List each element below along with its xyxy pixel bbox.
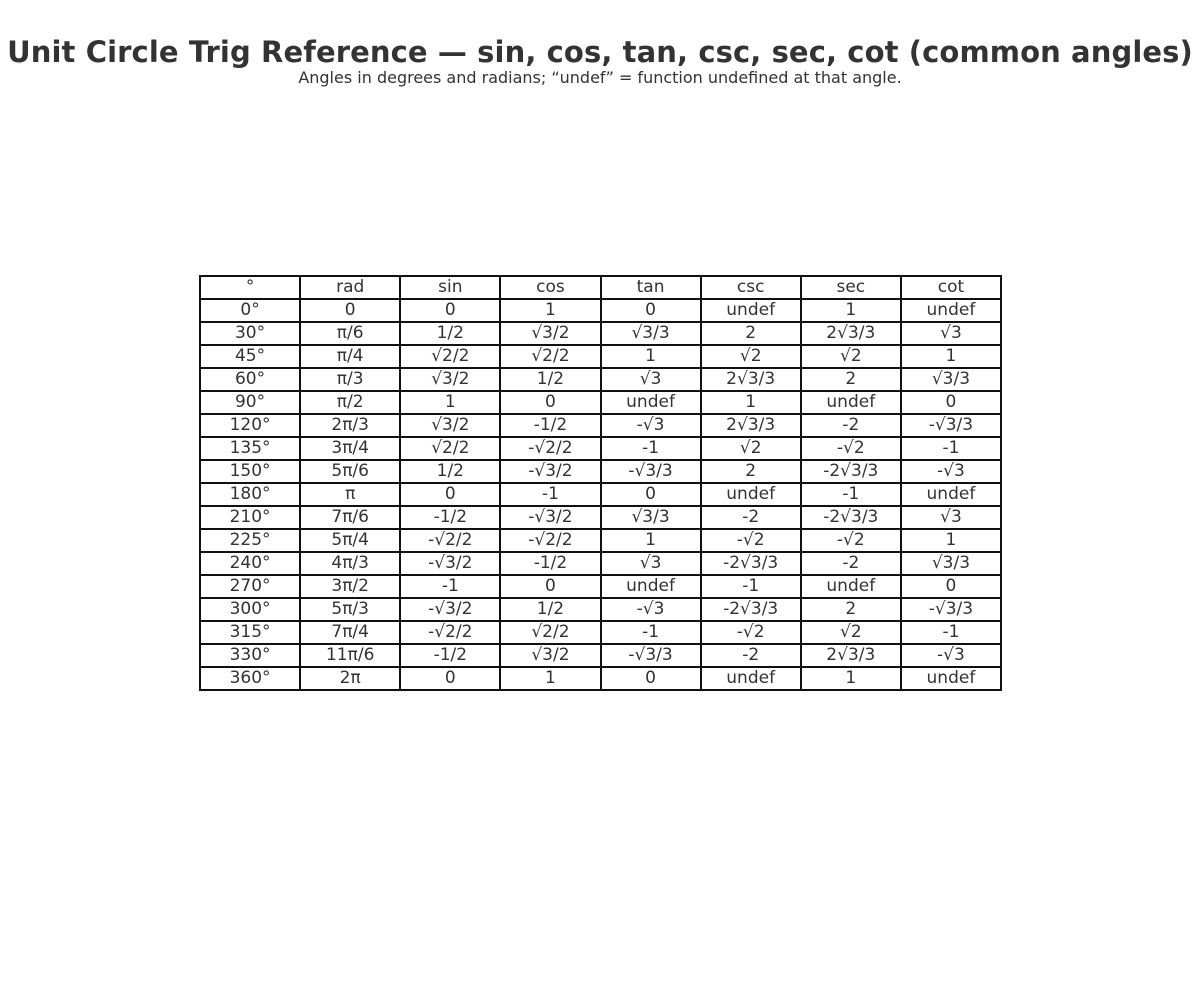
table-cell: 0	[601, 299, 701, 322]
table-cell: 2π/3	[300, 414, 400, 437]
table-cell: -1	[601, 621, 701, 644]
column-header: cos	[500, 276, 600, 299]
table-cell: √2	[801, 345, 901, 368]
column-header: rad	[300, 276, 400, 299]
table-row	[200, 529, 1001, 552]
table-cell: -1	[500, 483, 600, 506]
table-cell: 270°	[200, 575, 300, 598]
table-cell: √3/3	[601, 506, 701, 529]
table-cell: undef	[701, 667, 801, 690]
table-cell: 5π/3	[300, 598, 400, 621]
table-row	[200, 483, 1001, 506]
table-cell: 11π/6	[300, 644, 400, 667]
table-row	[200, 322, 1001, 345]
table-cell: 5π/4	[300, 529, 400, 552]
table-cell: 1	[901, 345, 1001, 368]
table-cell: 135°	[200, 437, 300, 460]
table-cell: -√3/2	[400, 598, 500, 621]
table-cell: -1	[701, 575, 801, 598]
table-cell: -√3/2	[400, 552, 500, 575]
table-cell: 0	[500, 575, 600, 598]
table-row	[200, 621, 1001, 644]
column-header: cot	[901, 276, 1001, 299]
table-cell: -1	[901, 437, 1001, 460]
table-cell: 2	[701, 322, 801, 345]
table-cell: undef	[601, 391, 701, 414]
table-cell: √2	[701, 345, 801, 368]
table-header-row	[200, 276, 1001, 299]
table-row	[200, 437, 1001, 460]
table-cell: -2√3/3	[701, 598, 801, 621]
table-cell: √3	[901, 506, 1001, 529]
table-cell: -1/2	[500, 414, 600, 437]
table-cell: -√2	[701, 621, 801, 644]
column-header: sec	[801, 276, 901, 299]
table-row	[200, 299, 1001, 322]
table-cell: √3/3	[901, 368, 1001, 391]
table-cell: -√3	[601, 414, 701, 437]
table-cell: 2π	[300, 667, 400, 690]
table-cell: 90°	[200, 391, 300, 414]
table-cell: √3	[601, 368, 701, 391]
table-cell: 0	[601, 483, 701, 506]
table-cell: -√2/2	[400, 621, 500, 644]
table-cell: √3/3	[901, 552, 1001, 575]
table-cell: 3π/2	[300, 575, 400, 598]
table-cell: -√3/3	[601, 644, 701, 667]
table-cell: 3π/4	[300, 437, 400, 460]
table-cell: π/6	[300, 322, 400, 345]
table-cell: 330°	[200, 644, 300, 667]
table-cell: 225°	[200, 529, 300, 552]
table-row	[200, 575, 1001, 598]
table-cell: 1/2	[400, 322, 500, 345]
table-cell: -1/2	[500, 552, 600, 575]
table-cell: -1/2	[400, 506, 500, 529]
table-cell: √3/3	[601, 322, 701, 345]
table-cell: π	[300, 483, 400, 506]
table-cell: 1	[801, 667, 901, 690]
trig-table-container	[199, 275, 1002, 691]
column-header: tan	[601, 276, 701, 299]
table-cell: -2	[701, 506, 801, 529]
table-row	[200, 644, 1001, 667]
table-cell: 60°	[200, 368, 300, 391]
table-cell: -2√3/3	[801, 506, 901, 529]
table-cell: 2√3/3	[801, 644, 901, 667]
table-cell: -√2	[801, 529, 901, 552]
table-cell: -√3/2	[500, 506, 600, 529]
table-cell: 1	[601, 529, 701, 552]
table-cell: 1	[901, 529, 1001, 552]
table-cell: -√2/2	[500, 529, 600, 552]
table-cell: -√3/3	[901, 598, 1001, 621]
table-cell: undef	[701, 299, 801, 322]
table-row	[200, 391, 1001, 414]
table-cell: -√2	[801, 437, 901, 460]
table-row	[200, 552, 1001, 575]
table-cell: undef	[701, 483, 801, 506]
table-cell: √3	[901, 322, 1001, 345]
table-cell: -2	[701, 644, 801, 667]
table-cell: undef	[801, 391, 901, 414]
table-cell: 1/2	[400, 460, 500, 483]
table-cell: -√2/2	[500, 437, 600, 460]
table-cell: 1	[500, 667, 600, 690]
table-cell: -1	[400, 575, 500, 598]
table-cell: 120°	[200, 414, 300, 437]
table-cell: 315°	[200, 621, 300, 644]
table-cell: √3/2	[500, 644, 600, 667]
table-cell: √3/2	[400, 414, 500, 437]
table-cell: √2	[701, 437, 801, 460]
table-cell: -1	[801, 483, 901, 506]
table-cell: -√3/2	[500, 460, 600, 483]
column-header: csc	[701, 276, 801, 299]
table-cell: 2√3/3	[701, 414, 801, 437]
table-row	[200, 598, 1001, 621]
table-cell: 7π/6	[300, 506, 400, 529]
table-cell: 1	[701, 391, 801, 414]
table-cell: -1/2	[400, 644, 500, 667]
table-cell: -√2	[701, 529, 801, 552]
table-cell: undef	[901, 667, 1001, 690]
table-cell: 1/2	[500, 598, 600, 621]
table-cell: 1	[601, 345, 701, 368]
table-row	[200, 460, 1001, 483]
table-cell: 2	[701, 460, 801, 483]
table-cell: 0	[400, 299, 500, 322]
table-cell: undef	[801, 575, 901, 598]
column-header: °	[200, 276, 300, 299]
table-row	[200, 368, 1001, 391]
table-cell: 0	[300, 299, 400, 322]
table-cell: 2	[801, 598, 901, 621]
table-cell: undef	[901, 483, 1001, 506]
table-cell: π/4	[300, 345, 400, 368]
table-cell: -2√3/3	[801, 460, 901, 483]
table-cell: √2/2	[400, 345, 500, 368]
table-cell: undef	[901, 299, 1001, 322]
table-row	[200, 667, 1001, 690]
table-cell: 2	[801, 368, 901, 391]
table-cell: 210°	[200, 506, 300, 529]
table-cell: 0	[400, 667, 500, 690]
table-cell: π/2	[300, 391, 400, 414]
table-cell: √3/2	[500, 322, 600, 345]
table-cell: -2	[801, 552, 901, 575]
table-cell: √2/2	[500, 345, 600, 368]
table-cell: -√3	[901, 644, 1001, 667]
table-row	[200, 345, 1001, 368]
table-cell: -√3	[601, 598, 701, 621]
table-cell: 5π/6	[300, 460, 400, 483]
table-cell: 180°	[200, 483, 300, 506]
table-cell: 240°	[200, 552, 300, 575]
table-cell: 0	[901, 391, 1001, 414]
table-cell: -√3	[901, 460, 1001, 483]
table-cell: -2√3/3	[701, 552, 801, 575]
chart-title: Unit Circle Trig Reference — sin, cos, tan, csc, sec, cot (common angles)	[7, 35, 1193, 69]
column-header: sin	[400, 276, 500, 299]
table-cell: √2	[801, 621, 901, 644]
table-cell: -√3/3	[601, 460, 701, 483]
table-cell: -1	[901, 621, 1001, 644]
table-cell: √3	[601, 552, 701, 575]
table-cell: 360°	[200, 667, 300, 690]
chart-subtitle: Angles in degrees and radians; “undef” = function undefined at that angle.	[298, 68, 902, 87]
table-cell: 0	[601, 667, 701, 690]
table-body	[200, 299, 1001, 690]
table-cell: 4π/3	[300, 552, 400, 575]
table-cell: -√2/2	[400, 529, 500, 552]
table-cell: π/3	[300, 368, 400, 391]
table-cell: 45°	[200, 345, 300, 368]
table-row	[200, 414, 1001, 437]
table-cell: 2√3/3	[701, 368, 801, 391]
table-cell: 1	[801, 299, 901, 322]
table-cell: 30°	[200, 322, 300, 345]
table-cell: 300°	[200, 598, 300, 621]
table-row	[200, 506, 1001, 529]
table-cell: √2/2	[400, 437, 500, 460]
table-cell: √2/2	[500, 621, 600, 644]
table-cell: 7π/4	[300, 621, 400, 644]
table-cell: -2	[801, 414, 901, 437]
table-cell: undef	[601, 575, 701, 598]
table-cell: 1/2	[500, 368, 600, 391]
table-cell: -√3/3	[901, 414, 1001, 437]
table-cell: 2√3/3	[801, 322, 901, 345]
table-cell: 0	[500, 391, 600, 414]
table-cell: -1	[601, 437, 701, 460]
table-cell: 1	[500, 299, 600, 322]
table-cell: 0°	[200, 299, 300, 322]
table-cell: 1	[400, 391, 500, 414]
table-cell: 150°	[200, 460, 300, 483]
table-cell: 0	[901, 575, 1001, 598]
table-cell: 0	[400, 483, 500, 506]
trig-table	[199, 275, 1002, 691]
table-cell: √3/2	[400, 368, 500, 391]
